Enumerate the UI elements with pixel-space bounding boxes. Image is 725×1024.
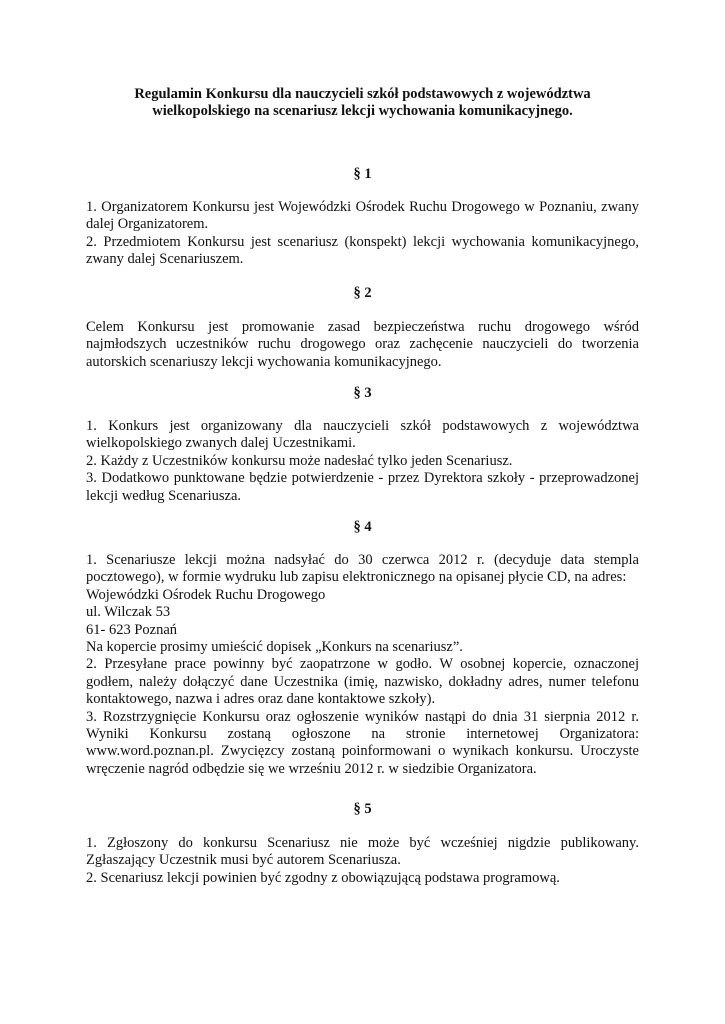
address-street: ul. Wilczak 53: [86, 604, 171, 621]
address-postal-code: 61- 623 Poznań: [86, 621, 178, 638]
section-1-body: [86, 199, 639, 269]
address-name: Wojewódzki Ośrodek Ruchu Drogowego: [86, 586, 326, 603]
title-line-1: Regulamin Konkursu dla nauczycieli szkół podstawowych z województwa: [134, 86, 591, 102]
section-4-paragraph-3: 3. Rozstrzygnięcie Konkursu oraz ogłoszenie wyników nastąpi do dnia 31 sierpnia 2012 r. Wyniki Konkursu zostaną ogłoszone na stronie internetowej Organizatora: www.word.poznan.pl. Zwycięzcy zostaną poinformowani o wynikach konkursu. Uroczyste wręczenie nagród odbędzie się we wrześniu 2012 r. w siedzibie Organizatora.: [86, 708, 639, 777]
section-5-paragraph-2: 2. Scenariusz lekcji powinien być zgodny z obowiązującą podstawa programową.: [86, 869, 560, 886]
section-2-paragraph-1: Celem Konkursu jest promowanie zasad bezpieczeństwa ruchu drogowego wśród najmłodszych uczestników ruchu drogowego oraz zachęcenie nauczycieli do tworzenia autorskich scenariuszy lekcji wychowania komunikacyjnego.: [86, 319, 639, 370]
section-3-heading: § 3: [353, 385, 372, 401]
document-title: [86, 86, 639, 120]
section-5-paragraph-1: 1. Zgłoszony do konkursu Scenariusz nie może być wcześniej nigdzie publikowany. Zgłaszający Uczestnik musi być autorem Scenariusza.: [86, 835, 639, 869]
section-5-body: [86, 835, 639, 887]
section-4-paragraph-1: 1. Scenariusze lekcji można nadsyłać do 30 czerwca 2012 r. (decyduje data stempla pocztowego), w formie wydruku lub zapisu elektronicznego na opisanej płycie CD, na adres:: [86, 552, 639, 586]
section-2-body: [86, 319, 639, 371]
section-5-heading: § 5: [353, 801, 372, 817]
title-line-2: wielkopolskiego na scenariusz lekcji wychowania komunikacyjnego.: [152, 103, 573, 119]
section-1-heading: § 1: [353, 166, 372, 182]
section-1-paragraph-1: 1. Organizatorem Konkursu jest Wojewódzki Ośrodek Ruchu Drogowego w Poznaniu, zwany dalej Organizatorem.: [86, 199, 639, 233]
section-3-paragraph-3: 3. Dodatkowo punktowane będzie potwierdzenie - przez Dyrektora szkoły - przeprowadzonej lekcji według Scenariusza.: [86, 470, 639, 504]
section-4-heading: § 4: [353, 519, 372, 535]
section-2-heading: § 2: [353, 285, 372, 301]
section-4-paragraph-2: 2. Przesyłane prace powinny być zaopatrzone w godło. W osobnej kopercie, oznaczonej godłem, należy dołączyć dane Uczestnika (imię, nazwisko, dokładny adres, numer telefonu kontaktowego, nazwa i adres oraz dane kontaktowe szkoły).: [86, 656, 639, 708]
section-1-paragraph-2: 2. Przedmiotem Konkursu jest scenariusz (konspekt) lekcji wychowania komunikacyjnego, zwany dalej Scenariuszem.: [86, 233, 639, 268]
envelope-note: Na kopercie prosimy umieścić dopisek „Konkurs na scenariusz”.: [86, 639, 463, 656]
section-3-paragraph-2: 2. Każdy z Uczestników konkursu może nadesłać tylko jeden Scenariusz.: [86, 452, 513, 469]
section-4-body: [86, 552, 639, 778]
section-3-body: [86, 418, 639, 505]
section-3-paragraph-1: 1. Konkurs jest organizowany dla nauczycieli szkół podstawowych z województwa wielkopolskiego zwanych dalej Uczestnikami.: [86, 418, 639, 452]
